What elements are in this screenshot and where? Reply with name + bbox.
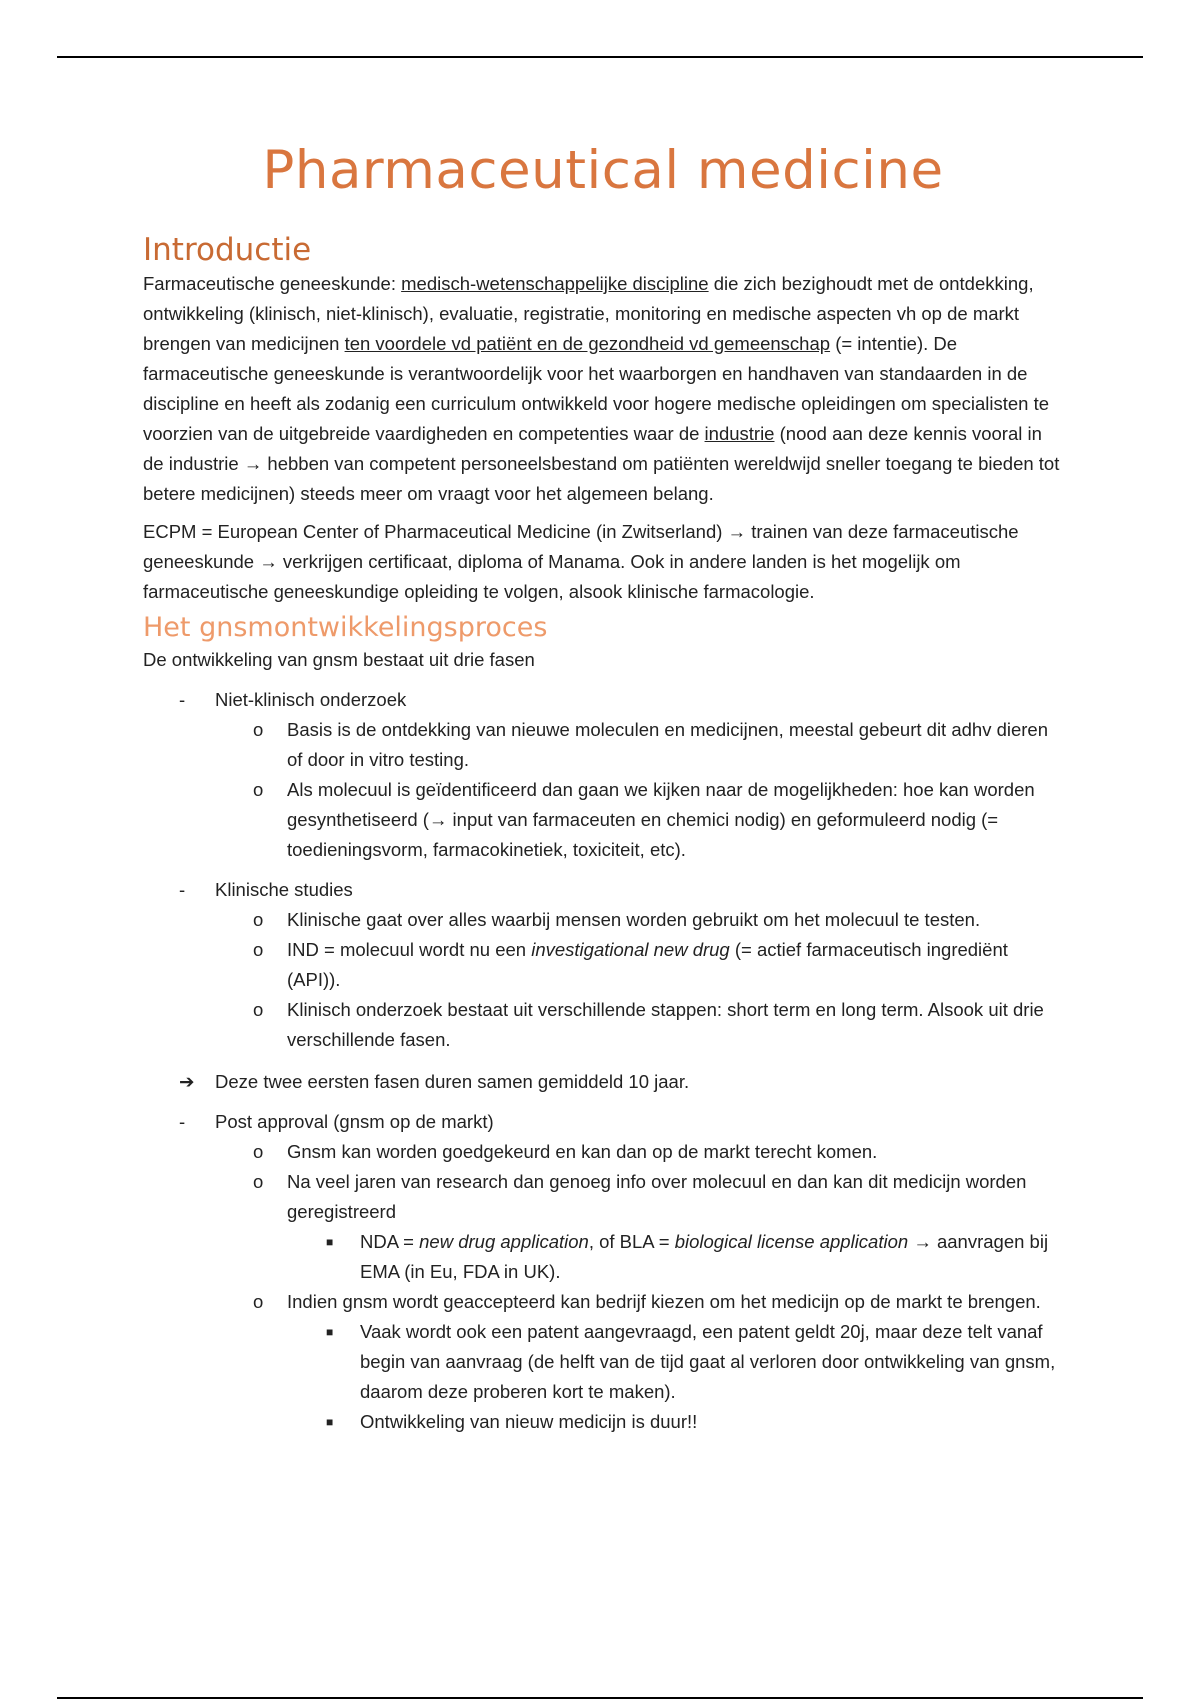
list-item: o Gnsm kan worden goedgekeurd en kan dan op de markt terecht komen. bbox=[143, 1137, 1063, 1167]
list-item-phase-3: - Post approval (gnsm op de markt) bbox=[143, 1107, 1063, 1137]
document-page bbox=[143, 135, 1063, 1437]
section-heading-gnsmontwikkelingsproces: Het gnsmontwikkelingsproces bbox=[143, 612, 548, 643]
circle-bullet-icon: o bbox=[253, 779, 264, 800]
intro-paragraph: Farmaceutische geneeskunde: medisch-wetenschappelijke discipline die zich bezighoudt met de ontdekking, ontwikkeling (klinisch, niet-klinisch), evaluatie, registratie, monitoring en medische aspecten vh op de markt brengen van medicijnen ten voordele vd patiënt en de gezondheid vd gemeenschap (= intentie). De farmaceutische geneeskunde is verantwoordelijk voor het waarborgen en handhaven van standaarden in de discipline en heeft als zodanig een curriculum ontwikkeld voor hogere medische opleidingen om specialisten te voorzien van de uitgebreide vaardigheden en competenties waar de industrie (nood aan deze kennis vooral in de industrie → hebben van competent personeelsbestand om patiënten wereldwijd sneller toegang te bieden tot betere medicijnen) steeds meer om vraagt voor het algemeen belang. bbox=[143, 273, 1060, 504]
list-item: o Indien gnsm wordt geaccepteerd kan bedrijf kiezen om het medicijn op de markt te brengen. bbox=[143, 1287, 1063, 1317]
circle-bullet-icon: o bbox=[253, 909, 264, 930]
circle-bullet-icon: o bbox=[253, 939, 264, 960]
footer-rule bbox=[57, 1697, 1143, 1699]
dash-bullet-icon: - bbox=[179, 689, 186, 710]
circle-bullet-icon: o bbox=[253, 1171, 264, 1192]
header-rule bbox=[57, 56, 1143, 58]
document-title: Pharmaceutical medicine bbox=[262, 140, 944, 201]
list-item: ■ Vaak wordt ook een patent aangevraagd, een patent geldt 20j, maar deze telt vanaf begin van aanvraag (de helft van de tijd gaat al verloren door ontwikkeling van gnsm, daarom deze proberen kort te maken). bbox=[143, 1317, 1063, 1407]
dash-bullet-icon: - bbox=[179, 879, 186, 900]
dash-bullet-icon: - bbox=[179, 1111, 186, 1132]
arrow-right-icon: ➔ bbox=[179, 1071, 195, 1092]
circle-bullet-icon: o bbox=[253, 999, 264, 1020]
list-item: o Na veel jaren van research dan genoeg info over molecuul en dan kan dit medicijn worden geregistreerd bbox=[143, 1167, 1063, 1227]
list-item: o Klinische gaat over alles waarbij mensen worden gebruikt om het molecuul te testen. bbox=[143, 905, 1063, 935]
list-item: o Basis is de ontdekking van nieuwe moleculen en medicijnen, meestal gebeurt dit adhv dieren of door in vitro testing. bbox=[143, 715, 1063, 775]
list-item: ■ Ontwikkeling van nieuw medicijn is duur!! bbox=[143, 1407, 1063, 1437]
arrow-note: ➔ Deze twee eersten fasen duren samen gemiddeld 10 jaar. bbox=[143, 1067, 1063, 1097]
section-heading-introductie: Introductie bbox=[143, 232, 312, 268]
ecpm-paragraph: ECPM = European Center of Pharmaceutical Medicine (in Zwitserland) → trainen van deze farmaceutische geneeskunde → verkrijgen certificaat, diploma of Manama. Ook in andere landen is het mogelijk om farmaceutische geneeskundige opleiding te volgen, alsook klinische farmacologie. bbox=[143, 521, 1019, 602]
list-item: o Klinisch onderzoek bestaat uit verschillende stappen: short term en long term. Alsook uit drie verschillende fasen. bbox=[143, 995, 1063, 1055]
circle-bullet-icon: o bbox=[253, 719, 264, 740]
circle-bullet-icon: o bbox=[253, 1291, 264, 1312]
phases-intro: De ontwikkeling van gnsm bestaat uit drie fasen bbox=[143, 649, 535, 670]
list-item-phase-1: - Niet-klinisch onderzoek bbox=[143, 685, 1063, 715]
circle-bullet-icon: o bbox=[253, 1141, 264, 1162]
square-bullet-icon: ■ bbox=[326, 1235, 334, 1249]
list-item: o IND = molecuul wordt nu een investigational new drug (= actief farmaceutisch ingrediënt (API)). bbox=[143, 935, 1063, 995]
square-bullet-icon: ■ bbox=[326, 1325, 334, 1339]
list-item: o Als molecuul is geïdentificeerd dan gaan we kijken naar de mogelijkheden: hoe kan worden gesynthetiseerd (→ input van farmaceuten en chemici nodig) en geformuleerd nodig (= toedieningsvorm, farmacokinetiek, toxiciteit, etc). bbox=[143, 775, 1063, 865]
square-bullet-icon: ■ bbox=[326, 1415, 334, 1429]
list-item-phase-2: - Klinische studies bbox=[143, 875, 1063, 905]
list-item: ■ NDA = new drug application, of BLA = biological license application → aanvragen bij EMA (in Eu, FDA in UK). bbox=[143, 1227, 1063, 1287]
